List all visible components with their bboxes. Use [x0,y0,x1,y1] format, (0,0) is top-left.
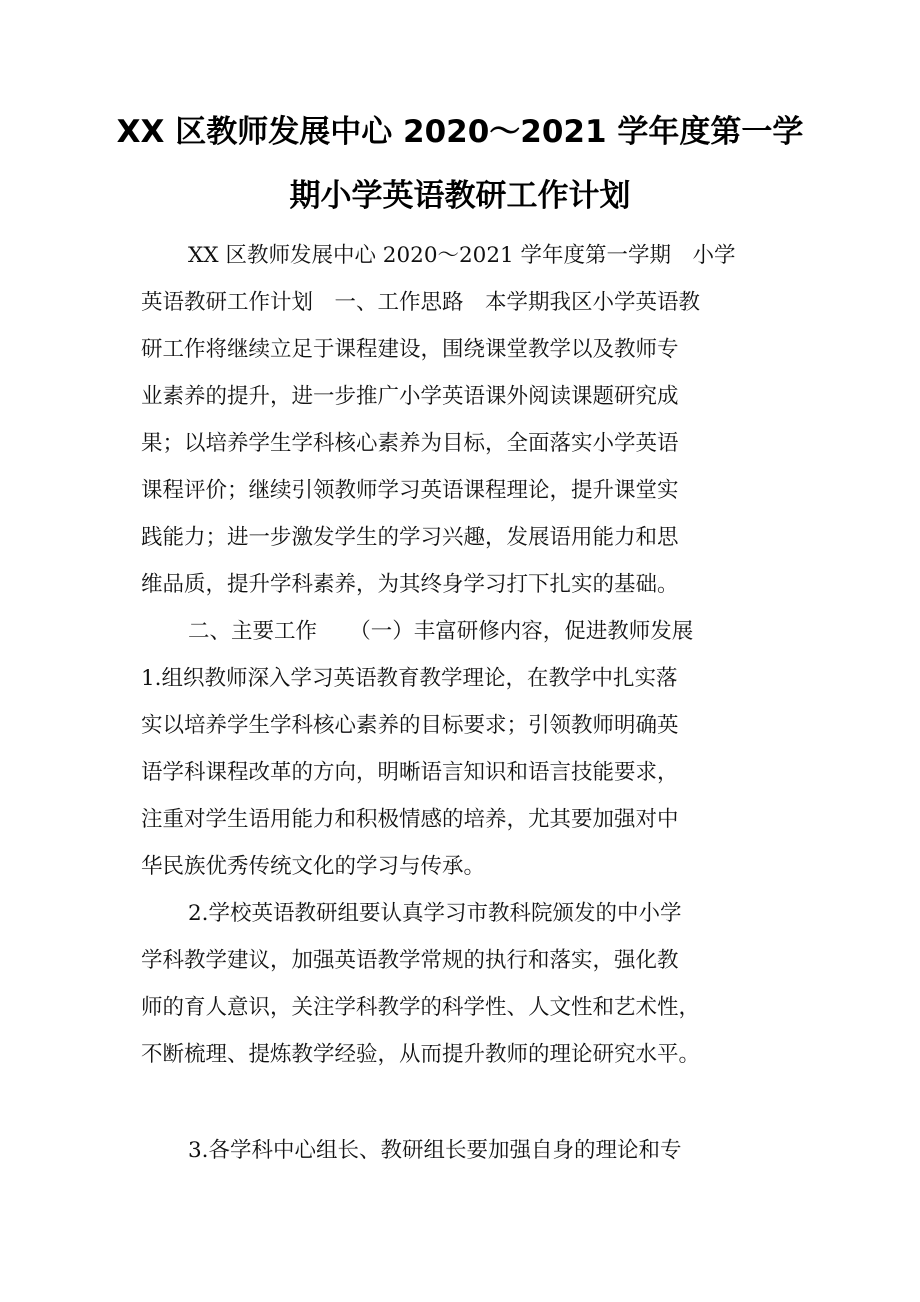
document-title-line-2: 期小学英语教研工作计划 [289,178,631,214]
body-line-1: XX 区教师发展中心 2020～2021 学年度第一学期 小学 [188,243,736,268]
document-title-line-1: XX 区教师发展中心 2020～2021 学年度第一学 [116,114,804,150]
body-line-11: 实以培养学生学科核心素养的目标要求；引领教师明确英 [141,713,679,738]
body-line-18: 不断梳理、提炼教学经验，从而提升教师的理论研究水平。 [141,1042,701,1067]
body-line-13: 注重对学生语用能力和积极情感的培养，尤其要加强对中 [141,807,679,832]
body-line-10: 1.组织教师深入学习英语教育教学理论，在教学中扎实落 [141,666,678,691]
body-line-14: 华民族优秀传统文化的学习与传承。 [141,854,486,879]
body-line-3: 研工作将继续立足于课程建设，围绕课堂教学以及教师专 [141,337,679,362]
body-line-12: 语学科课程改革的方向，明晰语言知识和语言技能要求， [141,760,679,785]
body-line-9: 二、主要工作 （一）丰富研修内容，促进教师发展 [188,619,694,644]
body-line-5: 果；以培养学生学科核心素养为目标，全面落实小学英语 [141,431,679,456]
body-line-4: 业素养的提升，进一步推广小学英语课外阅读课题研究成 [141,384,679,409]
body-line-7: 践能力；进一步激发学生的学习兴趣，发展语用能力和思 [141,525,679,550]
body-line-8: 维品质，提升学科素养，为其终身学习打下扎实的基础。 [141,572,679,597]
body-line-17: 师的育人意识，关注学科教学的科学性、人文性和艺术性， [141,995,701,1020]
body-line-6: 课程评价；继续引领教师学习英语课程理论，提升课堂实 [141,478,679,503]
body-line-2: 英语教研工作计划 一、工作思路 本学期我区小学英语教 [141,290,701,315]
body-line-16: 学科教学建议，加强英语教学常规的执行和落实，强化教 [141,948,679,973]
body-line-15: 2.学校英语教研组要认真学习市教科院颁发的中小学 [188,901,682,926]
body-line-19: 3.各学科中心组长、教研组长要加强自身的理论和专 [188,1138,682,1163]
